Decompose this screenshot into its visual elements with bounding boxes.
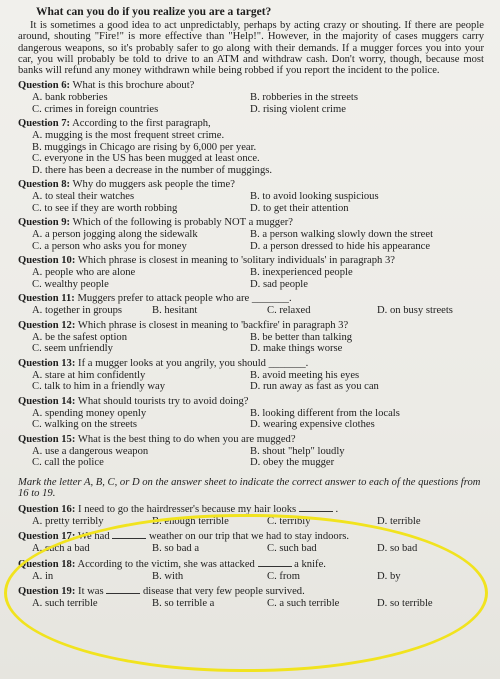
question-text-before: According to the victim, she was attacked (75, 558, 258, 570)
question-stem: What should tourists try to avoid doing? (75, 395, 249, 407)
answer-option: D. obey the mugger (250, 457, 335, 469)
question-stem: Which phrase is closest in meaning to 'backfire' in paragraph 3? (75, 319, 349, 331)
question-text-after: disease that very few people survived. (142, 586, 305, 598)
question-stem: According to the first paragraph, (70, 118, 211, 130)
question-number: Question 8: (18, 179, 71, 191)
answer-option: A. such a bad (32, 543, 90, 555)
reading-questions (18, 80, 484, 469)
answer-option: C. wealthy people (32, 278, 109, 290)
answer-option: D. sad people (250, 278, 308, 290)
answer-option: D. to get their attention (250, 202, 349, 214)
answer-option: C. relaxed (267, 305, 311, 317)
question-number: Question 10: (18, 255, 76, 267)
answer-option: B. so terrible a (152, 598, 215, 610)
answer-blank (299, 503, 333, 512)
question-number: Question 7: (18, 118, 71, 130)
answer-option: C. to see if they are worth robbing (32, 202, 178, 214)
answer-option: D. terrible (377, 515, 421, 527)
answer-option: D. by (377, 570, 401, 582)
answer-option: D. wearing expensive clothes (250, 419, 375, 431)
answer-options (18, 130, 484, 176)
question-stem: Muggers prefer to attack people who are _______. (74, 293, 292, 305)
answer-option: A. stare at him confidently (32, 369, 146, 381)
question-line (18, 179, 484, 191)
answer-option: C. call the police (32, 457, 104, 469)
question-line (18, 434, 484, 446)
question-number: Question 17: (18, 531, 76, 543)
answer-options (18, 267, 484, 290)
question-number: Question 9: (18, 217, 71, 229)
answer-option: B. inexperienced people (250, 267, 353, 279)
question-text-after: weather on our trip that we had to stay indoors. (148, 531, 350, 543)
question-line (18, 293, 484, 305)
answer-option: A. pretty terribly (32, 515, 104, 527)
answer-option: B. muggings in Chicago are rising by 6,000 per year. (32, 141, 257, 153)
answer-option: C. terribly (267, 515, 311, 527)
answer-option: D. so terrible (377, 598, 433, 610)
answer-options (18, 191, 484, 214)
question-line (18, 118, 484, 130)
answer-option: C. a person who asks you for money (32, 240, 187, 252)
passage-paragraph: It is sometimes a good idea to act unpredictably, perhaps by acting crazy or shouting. If there are people around, shouting "Fire!" is more effective than "Help!". However, in the majority of cases muggers carry dangerous weapons, so it's probably safer to go along with their demands. If a mugger forces you into your car, you will probably be told to drive to an ATM and withdraw cash. Don't worry, though, because most banks will refund any money withdrawn while being robbed if you report the incident to the police. (18, 20, 484, 77)
question-line (18, 396, 484, 408)
answer-option: A. spending money openly (32, 407, 147, 419)
question-number: Question 14: (18, 395, 76, 407)
answer-option: B. to avoid looking suspicious (250, 191, 379, 203)
answer-option: C. walking on the streets (32, 419, 138, 431)
answer-options (18, 305, 484, 317)
answer-option: A. together in groups (32, 305, 123, 317)
question-number: Question 18: (18, 558, 76, 570)
answer-option: D. there has been a decrease in the number of muggings. (32, 164, 273, 176)
question-block (18, 179, 484, 214)
answer-option: B. enough terrible (152, 515, 229, 527)
question-block (18, 358, 484, 393)
answer-option: D. rising violent crime (250, 103, 346, 115)
answer-option: C. such bad (267, 543, 317, 555)
question-stem: Which phrase is closest in meaning to 'solitary individuals' in paragraph 3? (75, 255, 395, 267)
answer-option: B. be better than talking (250, 331, 353, 343)
question-block (18, 255, 484, 290)
answer-options (18, 332, 484, 355)
answer-option: B. with (152, 570, 184, 582)
answer-option: B. a person walking slowly down the street (250, 229, 434, 241)
question-text-after: . (335, 503, 339, 515)
answer-option: B. looking different from the locals (250, 407, 400, 419)
answer-option: C. talk to him in a friendly way (32, 381, 165, 393)
answer-options (18, 92, 484, 115)
question-text-before: It was (75, 586, 107, 598)
section-heading: What can you do if you realize you are a target? (36, 6, 272, 18)
question-stem: Which of the following is probably NOT a mugger? (70, 217, 294, 229)
answer-option: A. a person jogging along the sidewalk (32, 229, 198, 241)
answer-option: C. seem unfriendly (32, 343, 113, 355)
question-line (18, 217, 484, 229)
answer-option: D. a person dressed to hide his appearance (250, 240, 431, 252)
answer-option: A. mugging is the most frequent street crime. (32, 130, 225, 142)
answer-option: B. shout "help" loudly (250, 445, 345, 457)
question-block (18, 118, 484, 176)
question-text-before: We had (75, 531, 113, 543)
question-number: Question 19: (18, 586, 76, 598)
question-line (18, 358, 484, 370)
question-number: Question 16: (18, 503, 76, 515)
answer-option: A. people who are alone (32, 267, 136, 279)
answer-option: D. run away as fast as you can (250, 381, 379, 393)
question-block (18, 293, 484, 317)
answer-option: B. robberies in the streets (250, 92, 358, 104)
answer-option: A. in (32, 570, 54, 582)
question-block (18, 217, 484, 252)
answer-options (18, 229, 484, 252)
answer-option: D. make things worse (250, 343, 343, 355)
question-block (18, 80, 484, 115)
answer-option: A. to steal their watches (32, 191, 135, 203)
answer-option: A. be the safest option (32, 331, 128, 343)
answer-option: C. everyone in the US has been mugged at least once. (32, 153, 260, 165)
question-line (18, 320, 484, 332)
question-number: Question 12: (18, 319, 76, 331)
answer-option: B. hesitant (152, 305, 198, 317)
question-line (18, 80, 484, 92)
question-block (18, 396, 484, 431)
question-text-before: I need to go the hairdresser's because my hair looks (75, 503, 299, 515)
question-line (18, 255, 484, 267)
question-stem: Why do muggers ask people the time? (70, 179, 235, 191)
question-stem: What is the best thing to do when you are mugged? (75, 433, 296, 445)
answer-option: A. such terrible (32, 598, 98, 610)
question-number: Question 13: (18, 357, 76, 369)
question-number: Question 15: (18, 433, 76, 445)
question-number: Question 11: (18, 293, 75, 305)
answer-option: A. bank robberies (32, 92, 108, 104)
answer-option: C. a such terrible (267, 598, 340, 610)
question-number: Question 6: (18, 80, 71, 92)
question-stem: If a mugger looks at you angrily, you should _______. (75, 357, 309, 369)
answer-option: C. from (267, 570, 300, 582)
answer-option: D. on busy streets (377, 305, 453, 317)
question-block (18, 434, 484, 469)
answer-options (18, 370, 484, 393)
answer-option: D. so bad (377, 543, 418, 555)
answer-option: B. avoid meeting his eyes (250, 369, 360, 381)
answer-option: B. so bad a (152, 543, 200, 555)
question-stem: What is this brochure about? (70, 80, 195, 92)
answer-options (18, 408, 484, 431)
answer-options (18, 446, 484, 469)
grammar-instruction: Mark the letter A, B, C, or D on the answer sheet to indicate the correct answer to each of the questions from 16 to 19. (18, 476, 481, 500)
question-block (18, 320, 484, 355)
yellow-highlight-circle (4, 514, 488, 672)
answer-option: A. use a dangerous weapon (32, 445, 149, 457)
answer-option: C. crimes in foreign countries (32, 103, 159, 115)
question-text-after: a knife. (294, 558, 326, 570)
